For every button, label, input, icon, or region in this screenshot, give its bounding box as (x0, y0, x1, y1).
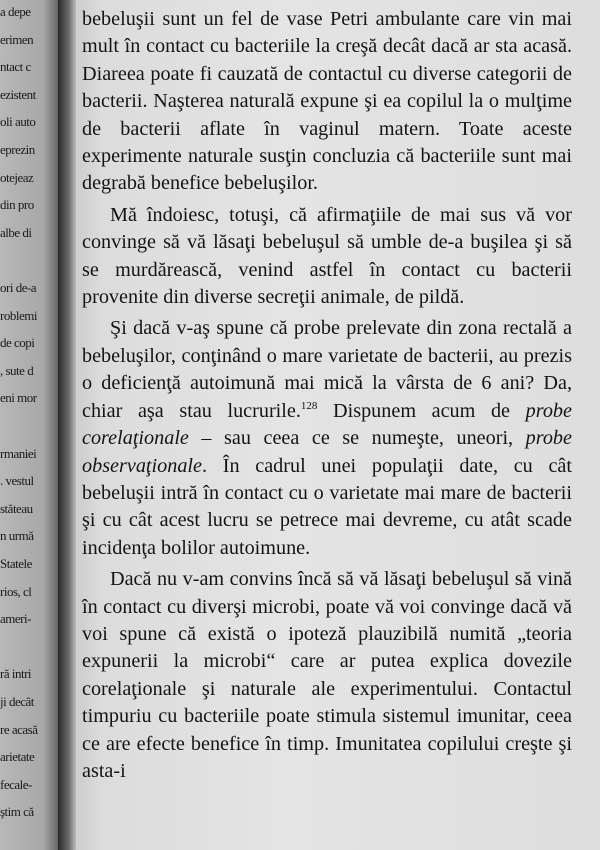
left-page-fragment: ori de-a (0, 280, 37, 295)
text-run: Dacă nu v-am convins încă să vă lăsaţi bebeluşul să vină în contact cu diverşi microbi, poate vă voi convinge dacă vă voi spune că există o ipoteză plauzibilă numită „teoria expunerii la microbi“ care ar putea explica dovezile corelaţionale şi naturale ale experimentului. Contactul timpuriu cu bacteriile poate stimula sistemul imunitar, ceea ce are efecte benefice în timp. Imunitatea copilului creşte şi asta-i (82, 568, 572, 782)
left-page-fragment: erimen (0, 31, 34, 47)
previous-page-edge (0, 0, 62, 850)
left-page-fragment: fecale- (0, 776, 32, 792)
left-page-fragment: din pro (0, 197, 34, 213)
text-run: Dispunem acum de (317, 399, 526, 422)
italic-term: probe observaţionale (82, 427, 572, 477)
footnote-reference: 128 (300, 399, 318, 412)
left-page-fragment: a depe (0, 4, 31, 19)
left-page-fragment: rios, cl (0, 583, 32, 599)
paragraph-4 (82, 566, 572, 785)
left-page-fragment: ezistent (0, 86, 36, 102)
left-page-fragment: ameri- (0, 611, 31, 627)
text-run: Şi dacă v-aş spune că probe prelevate din zona rectală a bebeluşilor, conţinând o mare varietate de bacterii, au prezis o deficienţă autoimună mai mică la vârsta de 6 ani? Da, chiar aşa stau lucrurile. (82, 317, 572, 422)
left-page-fragment: n urmă (0, 528, 34, 544)
left-page-fragment: de copi (0, 335, 35, 351)
book-gutter (58, 0, 76, 850)
paragraph-1 (82, 6, 572, 198)
left-page-fragment: ji decât (0, 694, 34, 709)
left-page-fragment: ră intri (0, 666, 32, 682)
paragraph-2 (82, 202, 572, 312)
left-page-fragment: . vestul (0, 473, 34, 489)
left-page-fragment: oli auto (0, 114, 36, 130)
left-page-fragment: re acasă (0, 721, 38, 737)
left-page-fragment: albe di (0, 224, 32, 240)
left-page-fragment: ştim că (0, 804, 34, 820)
paragraph-3 (82, 315, 572, 562)
text-run: bebeluşii sunt un fel de vase Petri ambulante care vin mai mult în contact cu bacteriile la creşă decât dacă ar sta acasă. Diareea poate fi cauzată de contactul cu diverse categorii de bacterii. Naşterea naturală expune şi ea copilul la o mulţime de bacterii aflate în vaginul matern. Toate aceste experimente naturale susţin concluzia că bacteriile sunt mai degrabă benefice bebeluşilor. (82, 8, 572, 195)
left-page-fragment: eprezin (0, 142, 35, 157)
text-run: . În cadrul unei populaţii date, cu cât bebeluşii intră în contact cu o varietate mai mare de bacterii şi cu cât acest lucru se petrece mai devreme, cu atât scade incidenţa bolilor autoimune. (82, 454, 572, 559)
left-page-fragment: eni mor (0, 390, 37, 406)
left-page-fragment: stăteau (0, 500, 33, 516)
left-page-fragment: otejeaz (0, 169, 34, 185)
italic-term: probe corelaţionale (82, 399, 572, 450)
left-page-fragment: Statele (0, 556, 32, 571)
left-page-fragment: ntact c (0, 59, 31, 75)
left-page-fragment: rmaniei (0, 445, 37, 461)
left-page-fragment: roblemi (0, 307, 37, 323)
book-page (70, 0, 600, 850)
left-page-fragment: arietate (0, 749, 35, 765)
left-page-fragment: , sute d (0, 362, 34, 378)
page-body-text (82, 6, 572, 785)
text-run: Mă îndoiesc, totuşi, că afirmaţiile de mai sus vă vor convinge să vă lăsaţi bebeluşul să umble de-a buşilea şi să se murdărească, venind astfel în contact cu bacterii provenite din diverse secreţii animale, de pildă. (82, 203, 572, 309)
text-run: – sau ceea ce se numeşte, uneori, (188, 427, 526, 450)
